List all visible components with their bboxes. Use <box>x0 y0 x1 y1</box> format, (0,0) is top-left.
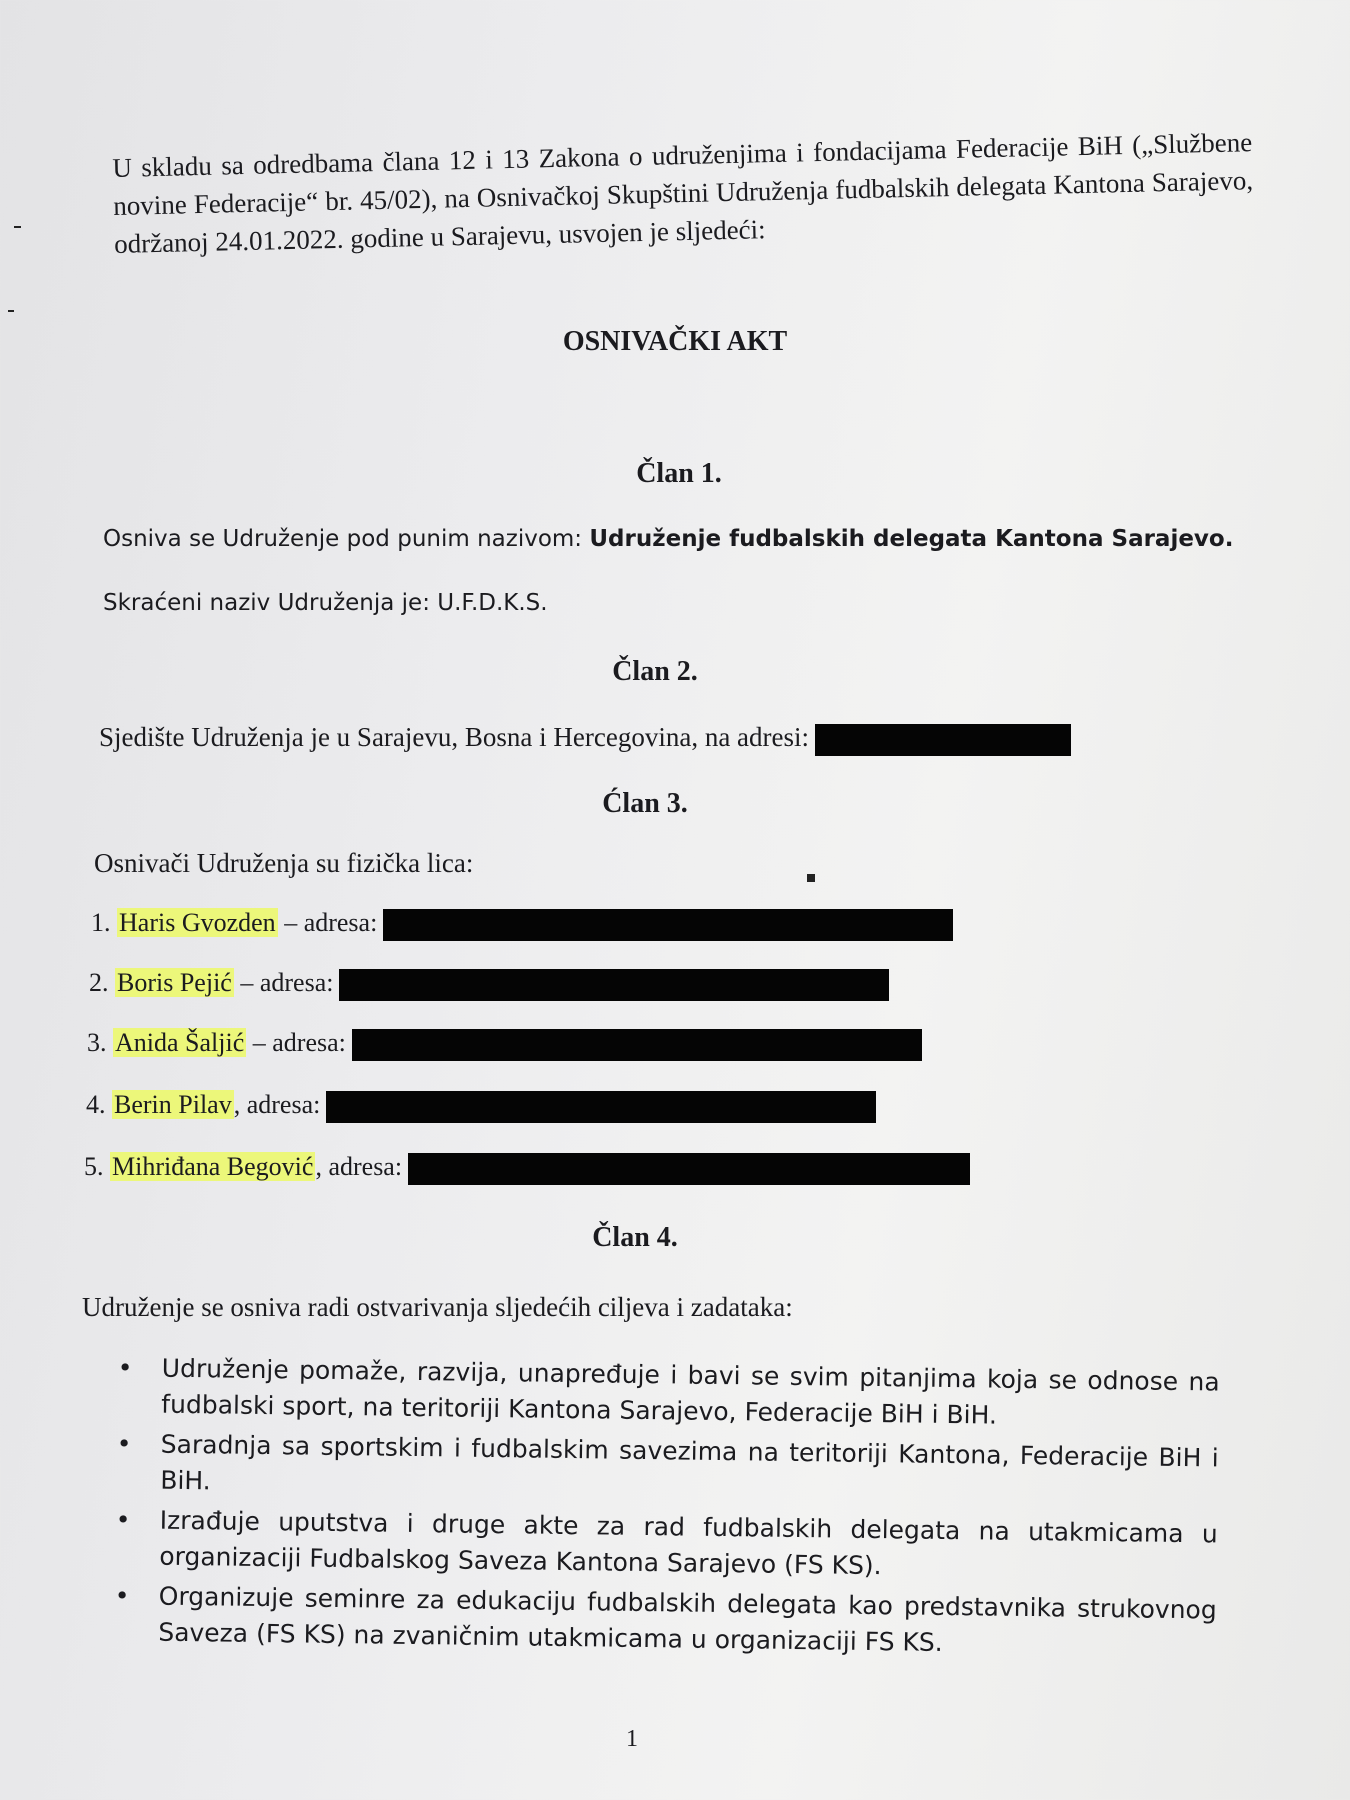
goal-item <box>109 1350 1220 1437</box>
bullet-glyph: • <box>114 1581 130 1611</box>
founder-item <box>84 1152 970 1185</box>
full-name-label: Osniva se Udruženje pod punim nazivom: <box>103 526 590 552</box>
scan-mark <box>8 310 14 312</box>
article-1-full-name-line <box>103 526 1233 552</box>
founder-address-label: – adresa: <box>246 1028 346 1057</box>
redacted-address <box>339 969 889 1001</box>
goal-item <box>107 1502 1218 1589</box>
founder-number: 5. <box>84 1152 104 1181</box>
founder-name-highlighted: Haris Gvozden <box>119 908 276 937</box>
goal-text: Udruženje pomaže, razvija, unapređuje i bavi se svim pitanjima koja se odnose na fudbalski sport, na teritoriji Kantona Sarajevo, Federacije BiH i BiH. <box>161 1353 1220 1430</box>
founder-name-highlighted: Mihriđana Begović <box>112 1152 314 1181</box>
article-2-seat-line <box>99 722 1071 756</box>
article-1-heading: Član 1. <box>636 458 722 489</box>
founder-number: 1. <box>91 908 111 937</box>
goal-text: Saradnja sa sportskim i fudbalskim savezima na teritoriji Kantona, Federacije BiH i BiH. <box>160 1429 1219 1496</box>
goals-intro: Udruženje se osniva radi ostvarivanja sljedećih ciljeva i zadataka: <box>82 1292 793 1322</box>
goal-item <box>108 1426 1219 1513</box>
goal-item <box>106 1578 1217 1665</box>
founder-item <box>87 1028 922 1061</box>
seat-text: Sjedište Udruženja je u Sarajevu, Bosna i Hercegovina, na adresi: <box>99 722 810 752</box>
redacted-address <box>815 724 1071 756</box>
founder-address-label: – adresa: <box>233 968 334 997</box>
document-title: OSNIVAČKI AKT <box>562 326 788 357</box>
bullet-glyph: • <box>116 1429 132 1459</box>
redacted-address <box>326 1091 876 1123</box>
article-2-heading: Član 2. <box>612 656 698 687</box>
redacted-address <box>383 909 953 941</box>
goal-text: Organizuje seminre za edukaciju fudbalskih delegata kao predstavnika strukovnog Saveza (FS KS) na zvaničnim utakmicama u organizaciji FS KS. <box>158 1581 1217 1657</box>
founders-intro: Osnivači Udruženja su fizička lica: <box>94 848 474 878</box>
founder-address-label: , adresa: <box>233 1090 321 1119</box>
article-4-heading: Član 4. <box>592 1222 678 1253</box>
founder-item <box>86 1090 876 1123</box>
goals-list <box>106 1350 1220 1669</box>
founder-name-highlighted: Anida Šaljić <box>115 1028 245 1057</box>
article-1-short-name-line: Skraćeni naziv Udruženja je: U.F.D.K.S. <box>103 590 548 616</box>
goal-text: Izrađuje uputstva i druge akte za rad fudbalskih delegata na utakmicama u organizaciji Fudbalskog Saveza Kantona Sarajevo (FS KS). <box>159 1505 1218 1581</box>
founder-item <box>91 908 953 941</box>
founder-number: 3. <box>87 1028 107 1057</box>
founder-number: 4. <box>86 1090 106 1119</box>
founder-name-highlighted: Boris Pejić <box>117 968 232 997</box>
founder-item <box>89 968 889 1001</box>
page-number: 1 <box>626 1726 638 1752</box>
founder-name-highlighted: Berin Pilav <box>114 1090 232 1119</box>
article-3-heading: Ćlan 3. <box>602 788 688 819</box>
redacted-address <box>352 1029 922 1061</box>
founder-number: 2. <box>89 968 109 997</box>
full-name-value: Udruženje fudbalskih delegata Kantona Sarajevo. <box>589 526 1234 552</box>
intro-paragraph: U skladu sa odredbama člana 12 i 13 Zakona o udruženjima i fondacijama Federacije BiH („Službene novine Federacije“ br. 45/02), na Osnivačkoj Skupštini Udruženja fudbalskih delegata Kantona Sarajevo, održanoj 24.01.2022. godine u Sarajevu, usvojen je sljedeći: <box>112 127 1254 259</box>
bullet-glyph: • <box>117 1353 133 1383</box>
bullet-glyph: • <box>115 1505 131 1535</box>
scan-mark <box>807 874 815 882</box>
scan-mark <box>14 226 21 228</box>
redacted-address <box>408 1153 970 1185</box>
founder-address-label: – adresa: <box>277 908 378 937</box>
founder-address-label: , adresa: <box>315 1152 403 1181</box>
